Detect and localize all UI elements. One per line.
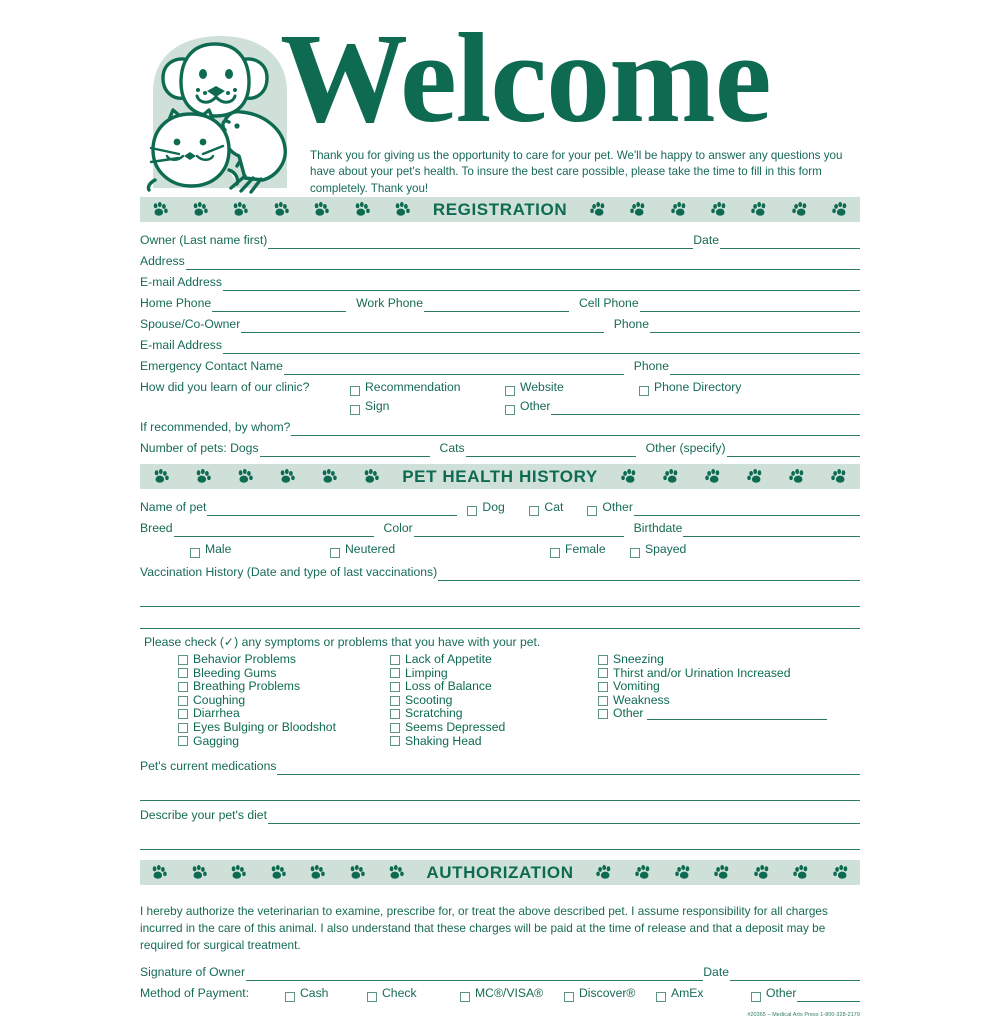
checkbox-label: Discover® bbox=[579, 986, 636, 1001]
symptoms-column-3 bbox=[598, 653, 860, 748]
pet-name-label: Name of pet bbox=[140, 500, 207, 514]
welcome-form-page bbox=[0, 7, 1000, 1022]
checkbox-label: Check bbox=[382, 986, 417, 1001]
date-label: Date bbox=[693, 233, 719, 247]
checkbox-box[interactable] bbox=[350, 405, 360, 415]
checkbox-label: Other bbox=[613, 706, 644, 721]
checkbox-label: Scratching bbox=[405, 706, 463, 721]
paw-print-icon bbox=[309, 864, 326, 881]
checkbox-label: Diarrhea bbox=[193, 706, 240, 721]
checkbox-breathing-problems[interactable] bbox=[178, 680, 390, 694]
authorization-section bbox=[140, 885, 860, 1002]
cell-phone-label: Cell Phone bbox=[578, 296, 639, 310]
pets-cats-input[interactable] bbox=[466, 442, 636, 457]
checkbox-sign[interactable] bbox=[350, 398, 505, 415]
paw-print-icon bbox=[151, 864, 168, 881]
checkbox-box[interactable] bbox=[390, 668, 400, 678]
paw-print-icon bbox=[753, 864, 770, 881]
field-row-learn-1 bbox=[140, 379, 860, 396]
birthdate-input[interactable] bbox=[683, 522, 860, 537]
pets-dogs-label: Number of pets: Dogs bbox=[140, 441, 259, 455]
checkbox-label: Weakness bbox=[613, 692, 670, 707]
work-phone-label: Work Phone bbox=[356, 296, 423, 310]
paw-print-icon bbox=[279, 468, 296, 485]
field-row-recommended-by bbox=[140, 419, 860, 436]
checkbox-gagging[interactable] bbox=[178, 735, 390, 749]
pet-name-input[interactable] bbox=[207, 501, 457, 516]
vaccination-blank-line-2[interactable] bbox=[140, 585, 860, 607]
vaccination-input[interactable] bbox=[438, 566, 860, 581]
vaccination-blank-line-3[interactable] bbox=[140, 607, 860, 629]
paw-print-icon bbox=[710, 201, 727, 218]
checkbox-label: Vomiting bbox=[613, 679, 660, 694]
paw-print-icon bbox=[394, 201, 411, 218]
checkbox-label: Eyes Bulging or Bloodshot bbox=[193, 719, 336, 734]
checkbox-label: Male bbox=[205, 542, 232, 556]
diet-input[interactable] bbox=[268, 809, 860, 824]
pet-health-history-section bbox=[140, 489, 860, 860]
checkbox-label: Gagging bbox=[193, 733, 240, 748]
paw-print-icon bbox=[830, 468, 847, 485]
symptoms-checklist bbox=[178, 653, 860, 748]
checkbox-female[interactable] bbox=[550, 541, 630, 558]
checkbox-label: Seems Depressed bbox=[405, 719, 506, 734]
checkbox-label: Dog bbox=[482, 500, 505, 514]
color-input[interactable] bbox=[414, 522, 624, 537]
checkbox-species-other[interactable] bbox=[587, 499, 632, 516]
paw-print-icon bbox=[595, 864, 612, 881]
paw-print-icon bbox=[153, 468, 170, 485]
paw-print-icon bbox=[321, 468, 338, 485]
breed-input[interactable] bbox=[174, 522, 374, 537]
paw-print-icon bbox=[750, 201, 767, 218]
paw-print-icon bbox=[192, 201, 209, 218]
signature-label: Signature of Owner bbox=[140, 965, 246, 980]
paw-print-icon bbox=[746, 468, 763, 485]
checkbox-label: Thirst and/or Urination Increased bbox=[613, 665, 791, 680]
authorization-paragraph: I hereby authorize the veterinarian to examine, prescribe for, or treat the above described pet. I assume responsibility for all charges incurred in the care of this animal. I also understand that these charges will be paid at the time of release and that a deposit may be required for surgical treatment. bbox=[140, 904, 828, 953]
checkbox-box[interactable] bbox=[390, 709, 400, 719]
spouse-label: Spouse/Co-Owner bbox=[140, 317, 241, 331]
auth-date-label: Date bbox=[703, 965, 729, 980]
checkbox-box[interactable] bbox=[178, 696, 188, 706]
checkbox-phone-directory[interactable] bbox=[639, 379, 741, 396]
checkbox-box[interactable] bbox=[390, 723, 400, 733]
medications-blank-line-2[interactable] bbox=[140, 779, 860, 801]
checkbox-box[interactable] bbox=[630, 548, 640, 558]
paw-print-icon bbox=[792, 864, 809, 881]
checkbox-box[interactable] bbox=[178, 668, 188, 678]
birthdate-label: Birthdate bbox=[633, 521, 683, 535]
field-row-signature bbox=[140, 964, 860, 981]
payment-other-input[interactable] bbox=[797, 989, 860, 1002]
paw-print-strip-right bbox=[577, 197, 860, 222]
owner-input[interactable] bbox=[268, 234, 693, 249]
emergency-phone-label: Phone bbox=[633, 359, 669, 373]
field-row-breed-color-birthdate bbox=[140, 520, 860, 537]
banner-title-pet-health-history: PET HEALTH HISTORY bbox=[402, 466, 598, 486]
checkbox-label: Coughing bbox=[193, 692, 246, 707]
paw-print-icon bbox=[589, 201, 606, 218]
paw-print-icon bbox=[634, 864, 651, 881]
species-other-input[interactable] bbox=[634, 501, 860, 516]
date-input[interactable] bbox=[720, 234, 860, 249]
checkbox-box[interactable] bbox=[639, 386, 649, 396]
owner-label: Owner (Last name first) bbox=[140, 233, 268, 247]
paw-print-icon bbox=[191, 864, 208, 881]
checkbox-label: Loss of Balance bbox=[405, 679, 492, 694]
checkbox-box[interactable] bbox=[190, 548, 200, 558]
home-phone-label: Home Phone bbox=[140, 296, 212, 310]
checkbox-label: Sign bbox=[365, 399, 390, 413]
checkbox-label: Spayed bbox=[645, 542, 687, 556]
paw-print-icon bbox=[349, 864, 366, 881]
checkbox-thirst-urination-increased[interactable] bbox=[598, 667, 860, 681]
spouse-input[interactable] bbox=[241, 318, 603, 333]
checkbox-label: Behavior Problems bbox=[193, 652, 296, 666]
checkbox-scooting[interactable] bbox=[390, 694, 598, 708]
checkbox-box[interactable] bbox=[390, 655, 400, 665]
checkbox-box[interactable] bbox=[390, 682, 400, 692]
address-label: Address bbox=[140, 254, 185, 268]
field-row-vaccination bbox=[140, 564, 860, 581]
spouse-phone-label: Phone bbox=[613, 317, 649, 331]
paw-print-icon bbox=[662, 468, 679, 485]
checkbox-bleeding-gums[interactable] bbox=[178, 667, 390, 681]
checkbox-website[interactable] bbox=[505, 379, 639, 396]
checkbox-box[interactable] bbox=[505, 386, 515, 396]
checkbox-box[interactable] bbox=[178, 682, 188, 692]
checkbox-label: Bleeding Gums bbox=[193, 665, 277, 680]
email2-label: E-mail Address bbox=[140, 338, 222, 352]
checkbox-label: Neutered bbox=[345, 542, 396, 556]
field-row-emergency bbox=[140, 358, 860, 375]
checkbox-label: Recommendation bbox=[365, 380, 461, 394]
checkbox-label: Cat bbox=[544, 500, 564, 514]
checkbox-box[interactable] bbox=[178, 655, 188, 665]
email-input[interactable] bbox=[223, 276, 860, 291]
field-row-pet-name bbox=[140, 499, 860, 516]
paw-print-icon bbox=[388, 864, 405, 881]
checkbox-scratching[interactable] bbox=[390, 707, 598, 721]
checkbox-label: Other bbox=[766, 986, 797, 1001]
field-row-learn-2 bbox=[140, 398, 860, 415]
checkbox-box[interactable] bbox=[598, 682, 608, 692]
checkbox-species-cat[interactable] bbox=[529, 499, 587, 516]
paw-print-icon bbox=[237, 468, 254, 485]
checkbox-label: Phone Directory bbox=[654, 380, 742, 394]
paw-print-strip-left bbox=[140, 197, 423, 222]
learn-label: How did you learn of our clinic? bbox=[140, 380, 310, 394]
checkbox-label: Cash bbox=[300, 986, 329, 1001]
field-row-owner bbox=[140, 232, 860, 249]
section-banner-pet-health-history bbox=[140, 464, 860, 489]
paw-print-icon bbox=[270, 864, 287, 881]
pets-other-label: Other (specify) bbox=[645, 441, 726, 455]
checkbox-box[interactable] bbox=[178, 709, 188, 719]
field-row-medications bbox=[140, 758, 860, 775]
checkbox-diarrhea[interactable] bbox=[178, 707, 390, 721]
field-row-diet bbox=[140, 807, 860, 824]
checkbox-species-dog[interactable] bbox=[467, 499, 529, 516]
checkbox-box[interactable] bbox=[564, 992, 574, 1002]
checkbox-label: Female bbox=[565, 542, 606, 556]
symptoms-column-2 bbox=[390, 653, 598, 748]
field-row-number-of-pets bbox=[140, 440, 860, 457]
checkbox-label: AmEx bbox=[671, 986, 704, 1001]
paw-print-icon bbox=[195, 468, 212, 485]
checkbox-box[interactable] bbox=[178, 736, 188, 746]
field-row-phones bbox=[140, 295, 860, 312]
emergency-label: Emergency Contact Name bbox=[140, 359, 283, 373]
emergency-phone-input[interactable] bbox=[670, 360, 860, 375]
field-row-spouse bbox=[140, 316, 860, 333]
checkbox-box[interactable] bbox=[550, 548, 560, 558]
registration-section bbox=[140, 222, 860, 457]
paw-print-icon bbox=[791, 201, 808, 218]
paw-print-icon bbox=[629, 201, 646, 218]
checkbox-recommendation[interactable] bbox=[350, 379, 505, 396]
symptoms-prompt: Please check (✓) any symptoms or problems that you have with your pet. bbox=[144, 635, 541, 649]
checkbox-box[interactable] bbox=[460, 992, 470, 1002]
checkbox-box[interactable] bbox=[350, 386, 360, 396]
signature-input[interactable] bbox=[246, 966, 703, 981]
field-row-address bbox=[140, 253, 860, 270]
checkbox-box[interactable] bbox=[467, 506, 477, 516]
checkbox-box[interactable] bbox=[367, 992, 377, 1002]
checkbox-label: Other bbox=[602, 500, 633, 514]
medications-input[interactable] bbox=[277, 760, 860, 775]
section-banner-registration bbox=[140, 197, 860, 222]
checkbox-eyes-bulging-or-bloodshot[interactable] bbox=[178, 721, 390, 735]
paw-print-strip-left bbox=[140, 464, 392, 489]
paw-print-icon bbox=[232, 201, 249, 218]
paw-print-icon bbox=[354, 201, 371, 218]
checkbox-other-learn[interactable] bbox=[505, 398, 550, 415]
medications-label: Pet's current medications bbox=[140, 759, 277, 774]
checkbox-neutered[interactable] bbox=[330, 541, 550, 558]
section-banner-authorization bbox=[140, 860, 860, 885]
field-row-email2 bbox=[140, 337, 860, 354]
checkbox-weakness[interactable] bbox=[598, 694, 860, 708]
diet-blank-line-2[interactable] bbox=[140, 828, 860, 850]
checkbox-vomiting[interactable] bbox=[598, 680, 860, 694]
spouse-phone-input[interactable] bbox=[650, 318, 860, 333]
diet-label: Describe your pet's diet bbox=[140, 808, 267, 823]
checkbox-behavior-problems[interactable] bbox=[178, 653, 390, 667]
checkbox-label: Breathing Problems bbox=[193, 679, 301, 694]
checkbox-box[interactable] bbox=[587, 506, 597, 516]
breed-label: Breed bbox=[140, 521, 173, 535]
intro-paragraph: Thank you for giving us the opportunity to care for your pet. We'll be happy to answer any questions you have about your pet's health. To insure the best care possible, please take the time to fill in this form completely. Thank you! bbox=[310, 149, 843, 195]
paw-print-icon bbox=[674, 864, 691, 881]
pets-other-input[interactable] bbox=[727, 442, 860, 457]
checkbox-box[interactable] bbox=[751, 992, 761, 1002]
checkbox-label: Sneezing bbox=[613, 652, 664, 666]
work-phone-input[interactable] bbox=[424, 297, 569, 312]
other-learn-input[interactable] bbox=[551, 400, 860, 415]
color-label: Color bbox=[383, 521, 413, 535]
paw-print-icon bbox=[363, 468, 380, 485]
checkbox-box[interactable] bbox=[390, 736, 400, 746]
checkbox-label: Other bbox=[520, 399, 551, 413]
checkbox-box[interactable] bbox=[330, 548, 340, 558]
symptom-other-input[interactable] bbox=[647, 708, 827, 720]
paw-print-icon bbox=[230, 864, 247, 881]
payment-label: Method of Payment: bbox=[140, 986, 250, 1001]
banner-title-registration: REGISTRATION bbox=[432, 199, 568, 219]
auth-date-input[interactable] bbox=[730, 966, 860, 981]
checkbox-label: MC®/VISA® bbox=[475, 986, 544, 1001]
pets-dogs-input[interactable] bbox=[260, 442, 430, 457]
checkbox-box[interactable] bbox=[505, 405, 515, 415]
address-input[interactable] bbox=[186, 255, 860, 270]
field-row-email bbox=[140, 274, 860, 291]
recommended-label: If recommended, by whom? bbox=[140, 420, 291, 434]
checkbox-box[interactable] bbox=[598, 696, 608, 706]
email-label: E-mail Address bbox=[140, 275, 222, 289]
checkbox-limping[interactable] bbox=[390, 667, 598, 681]
paw-print-icon bbox=[273, 201, 290, 218]
symptoms-column-1 bbox=[178, 653, 390, 748]
checkbox-lack-of-appetite[interactable] bbox=[390, 653, 598, 667]
footer-imprint: #20365 – Medical Arts Press 1-800-328-2179 bbox=[747, 1012, 860, 1018]
pets-cats-label: Cats bbox=[439, 441, 465, 455]
vaccination-label: Vaccination History (Date and type of last vaccinations) bbox=[140, 565, 438, 579]
email2-input[interactable] bbox=[223, 339, 860, 354]
checkbox-label: Shaking Head bbox=[405, 733, 482, 748]
form-header bbox=[140, 7, 860, 197]
checkbox-spayed[interactable] bbox=[630, 541, 686, 558]
checkbox-shaking-head[interactable] bbox=[390, 735, 598, 749]
emergency-input[interactable] bbox=[284, 360, 624, 375]
checkbox-box[interactable] bbox=[598, 655, 608, 665]
checkbox-box[interactable] bbox=[178, 723, 188, 733]
checkbox-sneezing[interactable] bbox=[598, 653, 860, 667]
dog-cat-bird-logo-icon bbox=[145, 30, 295, 195]
field-row-sex bbox=[140, 541, 860, 558]
paw-print-icon bbox=[713, 864, 730, 881]
checkbox-male[interactable] bbox=[190, 541, 330, 558]
paw-print-icon bbox=[152, 201, 169, 218]
checkbox-box[interactable] bbox=[598, 668, 608, 678]
checkbox-symptom-other[interactable] bbox=[598, 707, 860, 721]
checkbox-label: Scooting bbox=[405, 692, 453, 707]
banner-title-authorization: AUTHORIZATION bbox=[426, 862, 574, 882]
paw-print-icon bbox=[704, 468, 721, 485]
paw-print-icon bbox=[620, 468, 637, 485]
paw-print-icon bbox=[670, 201, 687, 218]
paw-print-icon bbox=[313, 201, 330, 218]
checkbox-coughing[interactable] bbox=[178, 694, 390, 708]
paw-print-icon bbox=[788, 468, 805, 485]
checkbox-box[interactable] bbox=[529, 506, 539, 516]
checkbox-box[interactable] bbox=[285, 992, 295, 1002]
page-title: Welcome bbox=[280, 7, 771, 149]
home-phone-input[interactable] bbox=[212, 297, 346, 312]
paw-print-strip-right bbox=[584, 860, 860, 885]
checkbox-label: Limping bbox=[405, 665, 448, 680]
checkbox-seems-depressed[interactable] bbox=[390, 721, 598, 735]
checkbox-loss-of-balance[interactable] bbox=[390, 680, 598, 694]
checkbox-box[interactable] bbox=[390, 696, 400, 706]
paw-print-strip-left bbox=[140, 860, 416, 885]
checkbox-box[interactable] bbox=[656, 992, 666, 1002]
paw-print-icon bbox=[831, 201, 848, 218]
paw-print-strip-right bbox=[608, 464, 860, 489]
paw-print-icon bbox=[832, 864, 849, 881]
cell-phone-input[interactable] bbox=[640, 297, 860, 312]
checkbox-box[interactable] bbox=[598, 709, 608, 719]
checkbox-label: Lack of Appetite bbox=[405, 652, 492, 666]
checkbox-label: Website bbox=[520, 380, 564, 394]
recommended-input[interactable] bbox=[291, 421, 860, 436]
